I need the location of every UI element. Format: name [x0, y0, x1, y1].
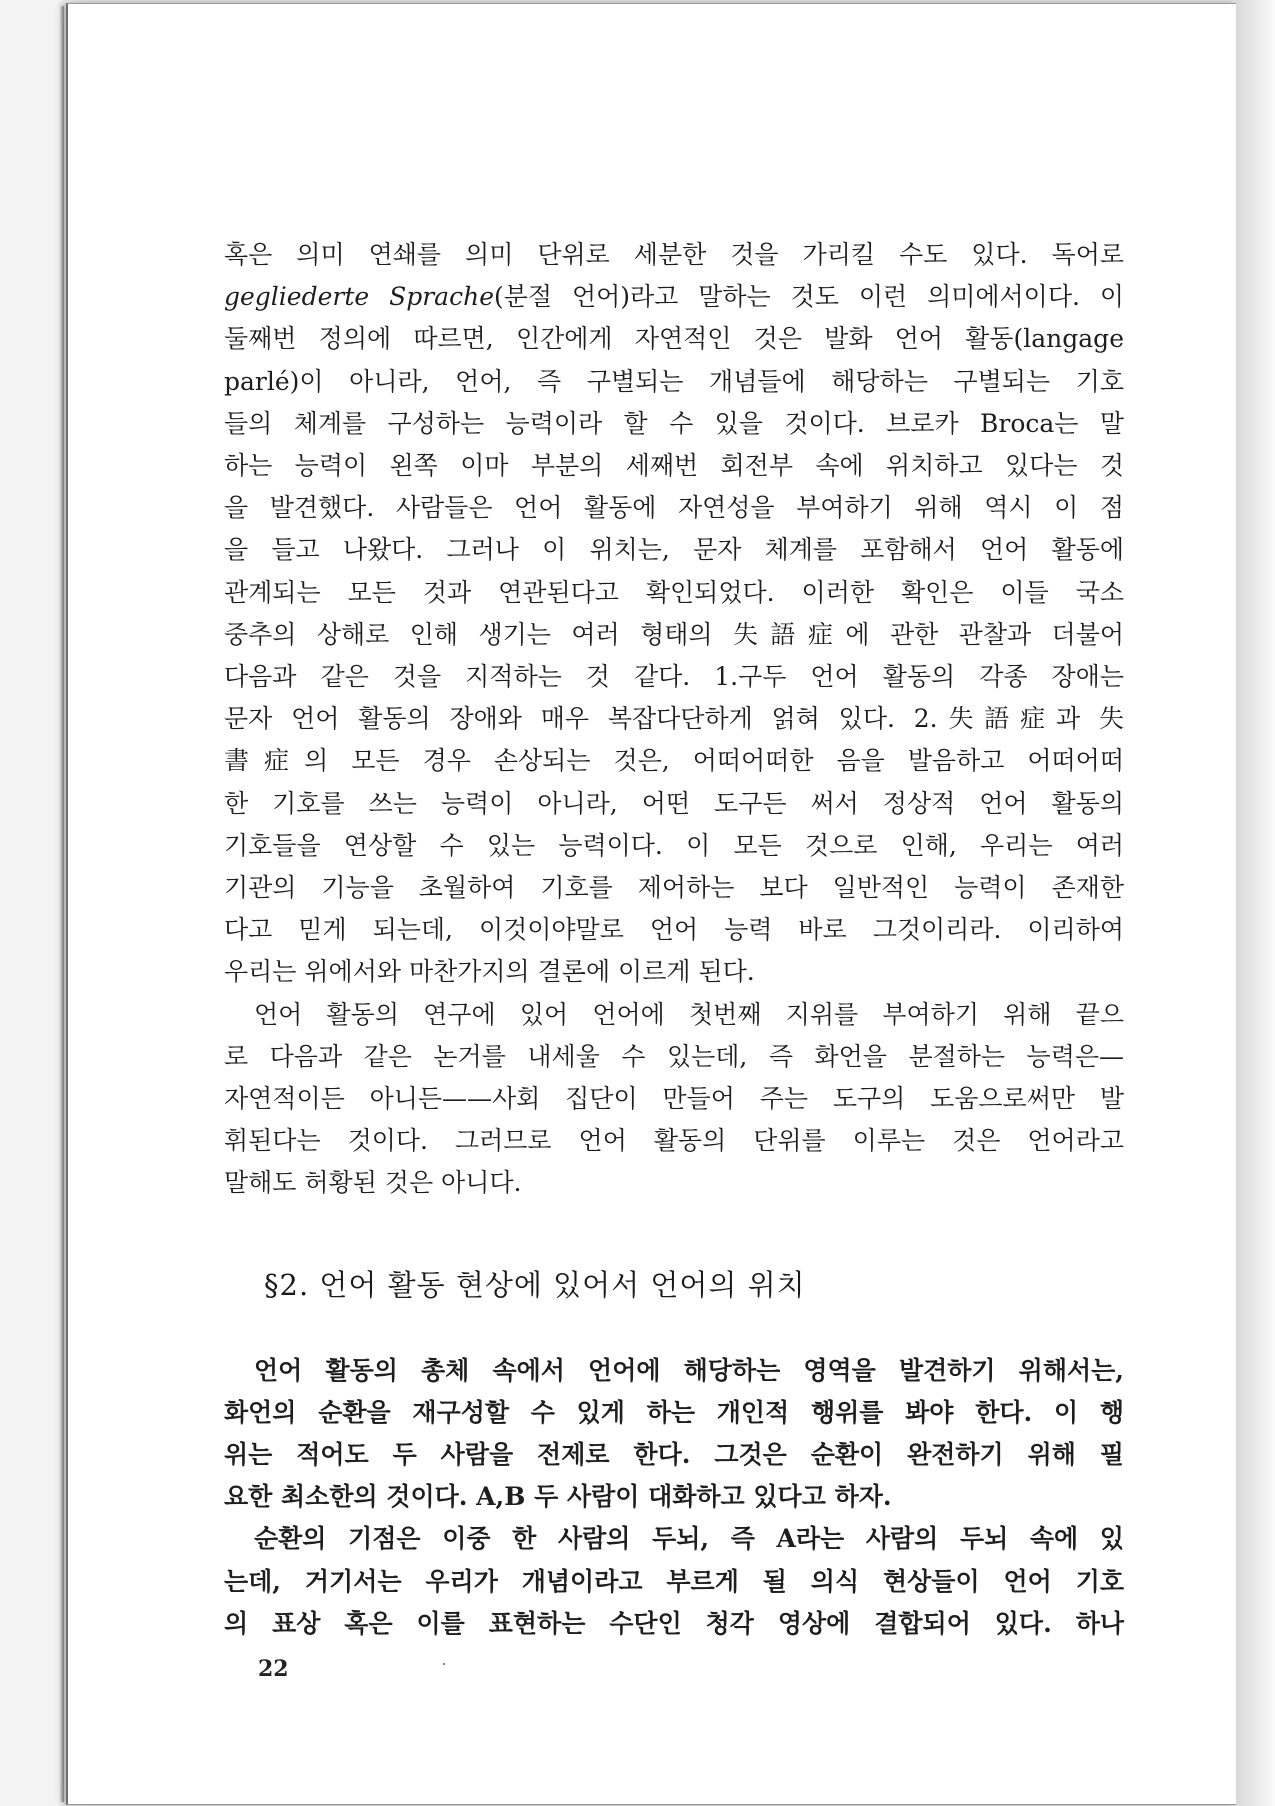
paragraph-2	[224, 994, 1124, 1205]
paragraph-4	[224, 1518, 1124, 1645]
text-line: 혹은 의미 연쇄를 의미 단위로 세분한 것을 가리킬 수도 있다. 독어로	[224, 240, 1124, 269]
text-line: 의 표상 혹은 이를 표현하는 수단인 청각 영상에 결합되어 있다. 하나	[224, 1608, 1124, 1638]
text-line: 휘된다는 것이다. 그러므로 언어 활동의 단위를 이루는 것은 언어라고	[224, 1126, 1124, 1156]
text-line: 을 들고 나왔다. 그러나 이 위치는, 문자 체계를 포함해서 언어 활동에	[224, 535, 1124, 565]
text-line: 들의 체계를 구성하는 능력이라 할 수 있을 것이다. 브로카 Broca는 말	[224, 408, 1124, 438]
page-right-shadow	[1236, 0, 1275, 1806]
speck	[443, 1663, 445, 1665]
text-line: 書症의 모든 경우 손상되는 것은, 어떠어떠한 음을 발음하고 어떠어떠	[224, 746, 1124, 776]
text-line: 한 기호를 쓰는 능력이 아니라, 어떤 도구든 써서 정상적 언어 활동의	[224, 788, 1124, 818]
text-line: 자연적이든 아니든——사회 집단이 만들어 주는 도구의 도움으로써만 발	[224, 1084, 1124, 1114]
text-line: 중추의 상해로 인해 생기는 여러 형태의 失語症에 관한 관찰과 더불어	[224, 619, 1124, 649]
text-line: 순환의 기점은 이중 한 사람의 두뇌, 즉 A라는 사람의 두뇌 속에 있	[254, 1524, 1124, 1554]
text-line: 우리는 위에서와 마찬가지의 결론에 이르게 된다.	[224, 957, 755, 987]
text-line: 말해도 허황된 것은 아니다.	[224, 1168, 522, 1198]
text-line: 요한 최소한의 것이다. A,B 두 사람이 대화하고 있다고 하자.	[224, 1482, 892, 1512]
text-line: 언어 활동의 연구에 있어 언어에 첫번째 지위를 부여하기 위해 끝으	[254, 999, 1124, 1029]
text-line: 문자 언어 활동의 장애와 매우 복잡다단하게 얽혀 있다. 2.失語症과 失	[224, 704, 1124, 734]
text-line: parlé)이 아니라, 언어, 즉 구별되는 개념들에 해당하는 구별되는 기호	[224, 366, 1124, 396]
text-line: 을 발견했다. 사람들은 언어 활동에 자연성을 부여하기 위해 역시 이 점	[224, 493, 1124, 523]
text-line: 기관의 기능을 초월하여 기호를 제어하는 보다 일반적인 능력이 존재한	[224, 873, 1124, 903]
text-line: 하는 능력이 왼쪽 이마 부분의 세째번 회전부 속에 위치하고 있다는 것	[224, 451, 1124, 481]
text-line	[224, 276, 1124, 318]
text-line: 위는 적어도 두 사람을 전제로 한다. 그것은 순환이 완전하기 위해 필	[224, 1440, 1124, 1470]
section-heading: §2. 언어 활동 현상에 있어서 언어의 위치	[264, 1267, 806, 1302]
text-line: 는데, 거기서는 우리가 개념이라고 부르게 될 의식 현상들이 언어 기호	[224, 1566, 1124, 1596]
text-line: 기호들을 연상할 수 있는 능력이다. 이 모든 것으로 인해, 우리는 여러	[224, 830, 1124, 860]
paragraph-3	[224, 1350, 1124, 1519]
text-line: 화언의 순환을 재구성할 수 있게 하는 개인적 행위를 봐야 한다. 이 행	[224, 1397, 1124, 1427]
text-line: 다음과 같은 것을 지적하는 것 같다. 1.구두 언어 활동의 각종 장애는	[224, 662, 1124, 692]
text-line: 다고 믿게 되는데, 이것이야말로 언어 능력 바로 그것이리라. 이리하여	[224, 915, 1124, 945]
page-content	[224, 234, 1124, 1645]
text-fragment: (분절 언어)라고 말하는 것도 이런 의미에서이다. 이	[494, 282, 1125, 312]
text-line: 둘째번 정의에 따르면, 인간에게 자연적인 것은 발화 언어 활동(langage	[224, 324, 1124, 354]
text-line: 로 다음과 같은 논거를 내세울 수 있는데, 즉 화언을 분절하는 능력은—	[224, 1041, 1124, 1071]
text-line: 언어 활동의 총체 속에서 언어에 해당하는 영역을 발견하기 위해서는,	[254, 1355, 1124, 1385]
italic-term: gegliederte Sprache	[224, 282, 494, 312]
paragraph-1	[224, 234, 1124, 994]
page-left-edge	[60, 6, 64, 1802]
page-number: 22	[258, 1656, 289, 1682]
text-line: 관계되는 모든 것과 연관된다고 확인되었다. 이러한 확인은 이들 국소	[224, 577, 1124, 607]
